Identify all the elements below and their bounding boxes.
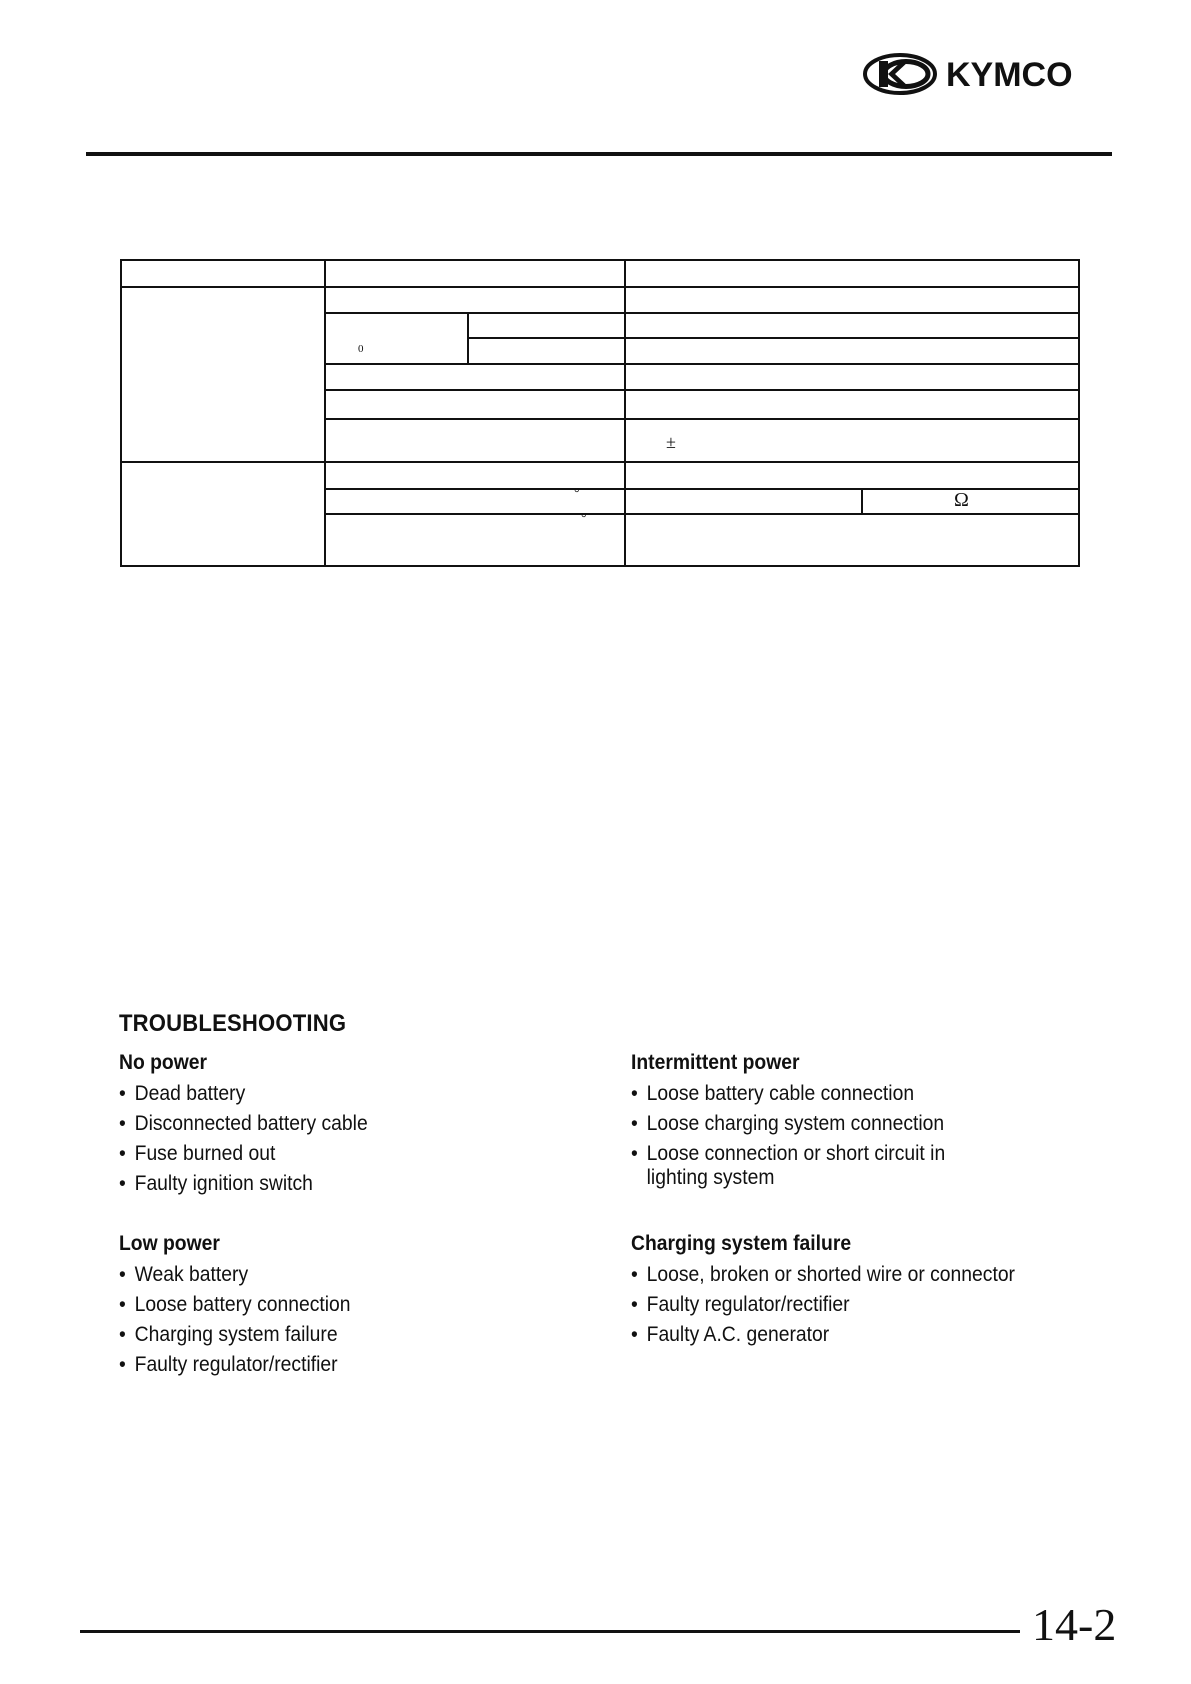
- group-low-power: [119, 1231, 589, 1383]
- cause-list: [119, 1263, 589, 1377]
- group-heading: No power: [119, 1051, 208, 1074]
- bullet: •: [119, 1263, 126, 1286]
- bullet: •: [631, 1293, 638, 1316]
- list-item: [119, 1142, 595, 1166]
- list-item: [119, 1293, 595, 1317]
- bullet: •: [119, 1112, 126, 1135]
- table-hline: [324, 418, 1078, 420]
- table-vline: [861, 488, 863, 513]
- bullet: •: [119, 1172, 126, 1195]
- kymco-logo: [862, 52, 1112, 96]
- degree-symbol: °: [581, 511, 587, 526]
- list-item: [119, 1082, 595, 1106]
- list-item: [631, 1293, 1107, 1317]
- table-vline: [324, 261, 326, 565]
- table-hline: [324, 513, 1078, 515]
- list-item: [631, 1082, 1107, 1106]
- bullet: •: [119, 1082, 126, 1105]
- brand-text: KYMCO: [946, 56, 1073, 94]
- list-item-text: Weak battery: [134, 1263, 249, 1286]
- list-item-text: Loose battery cable connection: [646, 1082, 915, 1105]
- degree-mark: 0: [358, 343, 364, 355]
- table-hline: [122, 461, 1078, 463]
- list-item: [119, 1172, 595, 1196]
- bullet: •: [631, 1142, 638, 1165]
- cause-list: [119, 1082, 589, 1196]
- list-item-text: lighting system: [646, 1166, 775, 1189]
- group-intermittent-power: [631, 1050, 1101, 1196]
- list-item: [631, 1112, 1107, 1136]
- list-item-text: Disconnected battery cable: [134, 1112, 368, 1135]
- bullet: •: [119, 1353, 126, 1376]
- list-item-text: Loose battery connection: [134, 1293, 351, 1316]
- bullet: •: [631, 1263, 638, 1286]
- list-item-text: Faulty regulator/rectifier: [134, 1353, 338, 1376]
- table-hline: [324, 363, 1078, 365]
- degree-symbol: °: [574, 486, 580, 501]
- list-item-text: Fuse burned out: [134, 1142, 276, 1165]
- specifications-table: [120, 259, 1080, 567]
- list-item-text: Charging system failure: [134, 1323, 338, 1346]
- cause-list: [631, 1263, 1101, 1347]
- group-charging-system-failure: [631, 1231, 1101, 1353]
- header-rule: [86, 152, 1112, 156]
- bullet: •: [119, 1323, 126, 1346]
- table-hline: [122, 286, 1078, 288]
- list-item-text: Loose connection or short circuit in: [646, 1142, 946, 1165]
- list-item: [119, 1353, 595, 1377]
- bullet: •: [119, 1293, 126, 1316]
- list-item: [631, 1323, 1107, 1347]
- list-item-text: Faulty regulator/rectifier: [646, 1293, 850, 1316]
- group-heading: Low power: [119, 1232, 220, 1255]
- kymco-logo-mark: [862, 52, 1112, 96]
- list-item-text: Faulty ignition switch: [134, 1172, 313, 1195]
- list-item: [631, 1263, 1107, 1287]
- list-item-text: Dead battery: [134, 1082, 246, 1105]
- list-item: [631, 1142, 1107, 1166]
- table-hline: [324, 312, 1078, 314]
- list-item: [119, 1263, 595, 1287]
- group-no-power: [119, 1050, 589, 1202]
- bullet: •: [631, 1112, 638, 1135]
- cause-list: [631, 1082, 1101, 1190]
- group-heading: Intermittent power: [631, 1051, 800, 1074]
- list-item-text: Loose charging system connection: [646, 1112, 945, 1135]
- list-item: [119, 1323, 595, 1347]
- troubleshooting-title: TROUBLESHOOTING: [119, 1010, 347, 1037]
- bullet: •: [631, 1082, 638, 1105]
- table-hline: [467, 337, 1078, 339]
- group-heading: Charging system failure: [631, 1232, 852, 1255]
- list-item: [119, 1112, 595, 1136]
- bullet: •: [119, 1142, 126, 1165]
- footer-rule: [80, 1630, 1020, 1633]
- bullet: •: [631, 1323, 638, 1346]
- list-item-text: Loose, broken or shorted wire or connector: [646, 1263, 1015, 1286]
- table-hline: [324, 389, 1078, 391]
- ohm-symbol: Ω: [954, 489, 969, 511]
- page-number: 14-2: [1032, 1599, 1117, 1650]
- list-item-continuation: [631, 1166, 1107, 1190]
- table-vline: [624, 261, 626, 565]
- plus-minus-symbol: ±: [666, 432, 676, 452]
- list-item-text: Faulty A.C. generator: [646, 1323, 830, 1346]
